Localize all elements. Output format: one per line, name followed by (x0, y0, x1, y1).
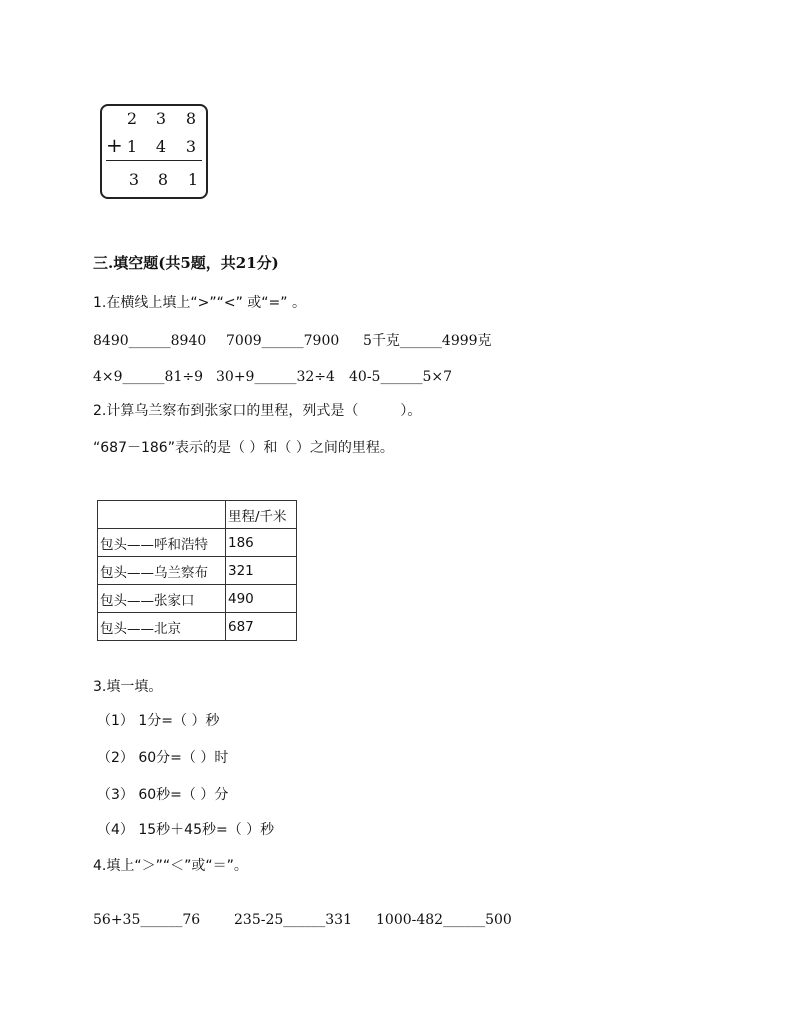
q4-compare-2: 235-25______331 (234, 912, 352, 928)
q1-compare-3: 5千克______4999克 (363, 333, 492, 349)
table-cell-distance: 490 (226, 585, 297, 613)
result-digit-tens: 8 (157, 170, 169, 189)
q3-item-1: （1） 1分=（ ）秒 (97, 713, 220, 729)
q2-prompt: 2.计算乌兰察布到张家口的里程，列式是（ ）。 (93, 403, 422, 419)
addend1-digit-tens: 3 (155, 109, 167, 128)
q4-compare-1: 56+35______76 (93, 912, 201, 928)
q3-prompt: 3.填一填。 (93, 679, 163, 695)
table-cell-route: 包头——呼和浩特 (98, 529, 226, 557)
q1-compare-5: 30+9______32÷4 (216, 369, 335, 385)
sum-rule-line (106, 160, 202, 161)
q1-compare-1: 8490______8940 (93, 333, 207, 349)
result-digit-ones: 1 (187, 170, 199, 189)
q4-compare-3: 1000-482______500 (376, 912, 512, 928)
addend1-digit-ones: 8 (185, 109, 197, 128)
table-cell-distance: 321 (226, 557, 297, 585)
table-cell-route: 包头——北京 (98, 613, 226, 641)
q1-compare-6: 40-5______5×7 (349, 369, 452, 385)
q3-item-3: （3） 60秒=（ ）分 (97, 787, 229, 803)
q1-prompt: 1.在横线上填上“>”“<” 或“=” 。 (93, 295, 306, 311)
q1-compare-4: 4×9______81÷9 (93, 369, 203, 385)
table-cell-route: 包头——张家口 (98, 585, 226, 613)
result-digit-hundreds: 3 (128, 170, 140, 189)
addend2-digit-tens: 4 (155, 137, 167, 156)
table-cell-distance: 687 (226, 613, 297, 641)
table-row (98, 585, 297, 613)
table-cell-distance: 186 (226, 529, 297, 557)
section-title: 三.填空题(共5题，共21分) (93, 254, 279, 272)
addend2-digit-hundreds: 1 (126, 137, 138, 156)
table-row (98, 529, 297, 557)
q4-prompt: 4.填上“＞”“＜”或“＝”。 (93, 858, 248, 874)
table-row (98, 613, 297, 641)
q3-item-2: （2） 60分=（ ）时 (97, 750, 229, 766)
table-row (98, 557, 297, 585)
q3-item-4: （4） 15秒＋45秒=（ ）秒 (97, 822, 275, 838)
q1-compare-2: 7009______7900 (226, 333, 340, 349)
addend2-digit-ones: 3 (185, 137, 197, 156)
q2-subprompt: “687－186”表示的是（ ）和（ ）之间的里程。 (93, 440, 394, 456)
addend1-digit-hundreds: 2 (126, 109, 138, 128)
table-header-route (98, 501, 226, 529)
table-header-row (98, 501, 297, 529)
table-cell-route: 包头——乌兰察布 (98, 557, 226, 585)
table-header-distance: 里程/千米 (226, 501, 297, 529)
plus-operator: + (106, 133, 123, 157)
distance-table (97, 500, 297, 641)
vertical-addition-box (100, 104, 208, 199)
